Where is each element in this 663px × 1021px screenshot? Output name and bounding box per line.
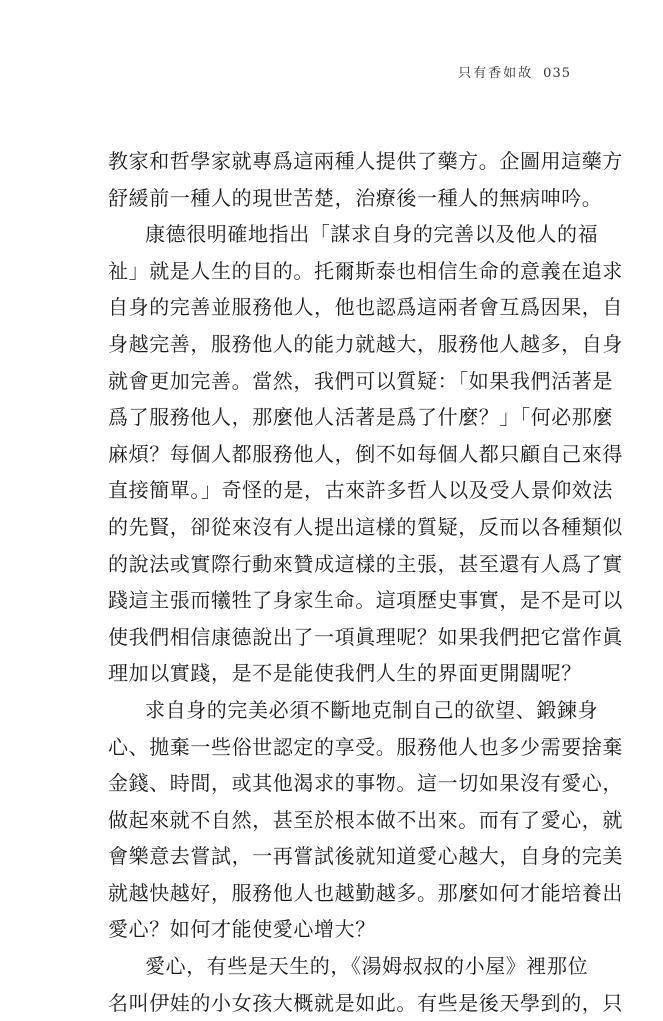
- text-line: 麻煩？每個人都服務他人，倒不如每個人都只顧自己來得: [108, 441, 623, 466]
- text-line: 的先賢，卻從來沒有人提出這樣的質疑，反而以各種類似: [108, 514, 623, 539]
- running-head: [458, 62, 571, 81]
- text-line: 使我們相信康德說出了一項眞理呢？如果我們把它當作眞: [108, 624, 623, 649]
- text-line: 愛心？如何才能使愛心增大？: [108, 917, 376, 942]
- text-line: 名叫伊娃的小女孩大概就是如此。有些是後天學到的，只: [108, 990, 623, 1015]
- text-line: 就越快越好，服務他人也越勤越多。那麼如何才能培養出: [108, 880, 623, 905]
- body-text: [108, 143, 623, 1021]
- text-line: 心、拋棄一些俗世認定的享受。服務他人也多少需要捨棄: [108, 734, 623, 759]
- paragraph-start-line: 康德很明確地指出「謀求自身的完善以及他人的福: [145, 222, 599, 247]
- text-line: 身越完善，服務他人的能力就越大，服務他人越多，自身: [108, 331, 623, 356]
- text-line: 金錢、時間，或其他渴求的事物。這一切如果沒有愛心，: [108, 771, 623, 796]
- paragraph-start-line: 求自身的完美必須不斷地克制自己的欲望、鍛鍊身: [145, 697, 599, 722]
- text-line: 祉」就是人生的目的。托爾斯泰也相信生命的意義在追求: [108, 258, 623, 283]
- text-line: 做起來就不自然，甚至於根本做不出來。而有了愛心，就: [108, 807, 623, 832]
- book-title: 只有香如故: [458, 66, 534, 81]
- text-line: 理加以實踐，是不是能使我們人生的界面更開闊呢？: [108, 661, 582, 686]
- page-number: 035: [543, 66, 571, 81]
- text-line: 自身的完善並服務他人，他也認爲這兩者會互爲因果，自: [108, 295, 623, 320]
- text-line: 會樂意去嘗試，一再嘗試後就知道愛心越大，自身的完美: [108, 844, 623, 869]
- text-line: 的說法或實際行動來贊成這樣的主張，甚至還有人爲了實: [108, 551, 623, 576]
- text-line: 教家和哲學家就專爲這兩種人提供了藥方。企圖用這藥方: [108, 149, 623, 173]
- text-line: 踐這主張而犧牲了身家生命。這項歷史事實，是不是可以: [108, 588, 623, 613]
- text-line: 舒緩前一種人的現世苦楚，治療後一種人的無病呻吟。: [108, 185, 603, 210]
- text-line: 就會更加完善。當然，我們可以質疑：「如果我們活著是: [108, 368, 613, 393]
- paragraph-start-line: 愛心，有些是天生的，《湯姆叔叔的小屋》裡那位: [145, 954, 589, 979]
- text-line: 直接簡單。」奇怪的是，古來許多哲人以及受人景仰效法: [108, 478, 613, 503]
- text-line: 爲了服務他人，那麼他人活著是爲了什麼？」「何必那麼: [108, 405, 613, 430]
